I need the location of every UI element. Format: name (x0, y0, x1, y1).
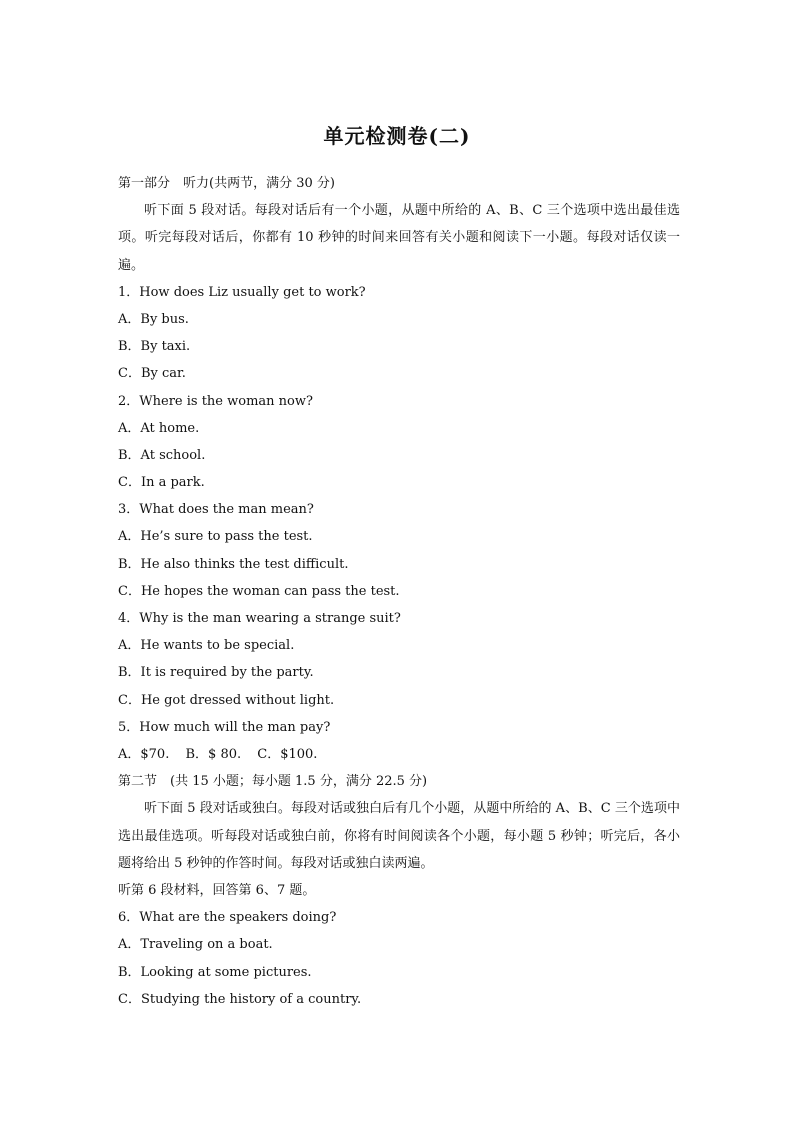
question-4-option-b: B．It is required by the party. (118, 665, 314, 681)
question-6-option-b: B．Looking at some pictures. (118, 964, 312, 980)
question-3-stem: 3．What does the man mean? (118, 502, 314, 518)
question-4-stem: 4．Why is the man wearing a strange suit? (118, 611, 401, 627)
question-2-option-b: B．At school. (118, 447, 206, 463)
part1-heading: 第一部分 听力(共两节，满分 30 分) (118, 176, 335, 191)
question-5-option-a: A．$70. (118, 746, 170, 762)
question-4-option-c: C．He got dressed without light. (118, 692, 335, 708)
question-1-stem: 1．How does Liz usually get to work? (118, 284, 366, 300)
part2-instructions: 听下面 5 段对话或独白。每段对话或独白后有几个小题，从题中所给的 A、B、C 三个选项中选出最佳选项。听每段对话或独白前，你将有时间阅读各个小题，每小题 5 秒钟；听完后，各小题将给出 5 秒钟的作答时间。每段对话或独白读两遍。 (118, 801, 680, 871)
question-6-option-c: C．Studying the history of a country. (118, 991, 362, 1007)
question-2-option-c: C．In a park. (118, 475, 205, 491)
question-5-stem: 5．How much will the man pay? (118, 719, 331, 735)
question-3-option-a: A．He’s sure to pass the test. (118, 529, 313, 545)
question-3-option-b: B．He also thinks the test difficult. (118, 556, 349, 572)
page-title: 单元检测卷(二) (323, 124, 471, 148)
question-6-stem: 6．What are the speakers doing? (118, 910, 337, 926)
question-6-option-a: A．Traveling on a boat. (118, 937, 273, 953)
question-5-options (118, 741, 680, 768)
material-note: 听第 6 段材料，回答第 6、7 题。 (118, 882, 316, 898)
question-1-option-b: B．By taxi. (118, 339, 191, 355)
question-1-option-a: A．By bus. (118, 311, 189, 327)
part1-instructions: 听下面 5 段对话。每段对话后有一个小题，从题中所给的 A、B、C 三个选项中选出最佳选项。听完每段对话后，你都有 10 秒钟的时间来回答有关小题和阅读下一小题。每段对话仅读一遍。 (118, 203, 680, 273)
question-5-option-c: C．$100. (257, 746, 318, 762)
question-2-option-a: A．At home. (118, 420, 200, 436)
question-4-option-a: A．He wants to be special. (118, 638, 295, 654)
document-body (118, 170, 680, 1013)
question-5-option-b: B．$ 80. (185, 746, 242, 762)
question-3-option-c: C．He hopes the woman can pass the test. (118, 583, 400, 599)
question-1-option-c: C．By car. (118, 366, 186, 382)
question-2-stem: 2．Where is the woman now? (118, 393, 313, 409)
part2-heading: 第二节 (共 15 小题；每小题 1.5 分，满分 22.5 分) (118, 774, 428, 790)
